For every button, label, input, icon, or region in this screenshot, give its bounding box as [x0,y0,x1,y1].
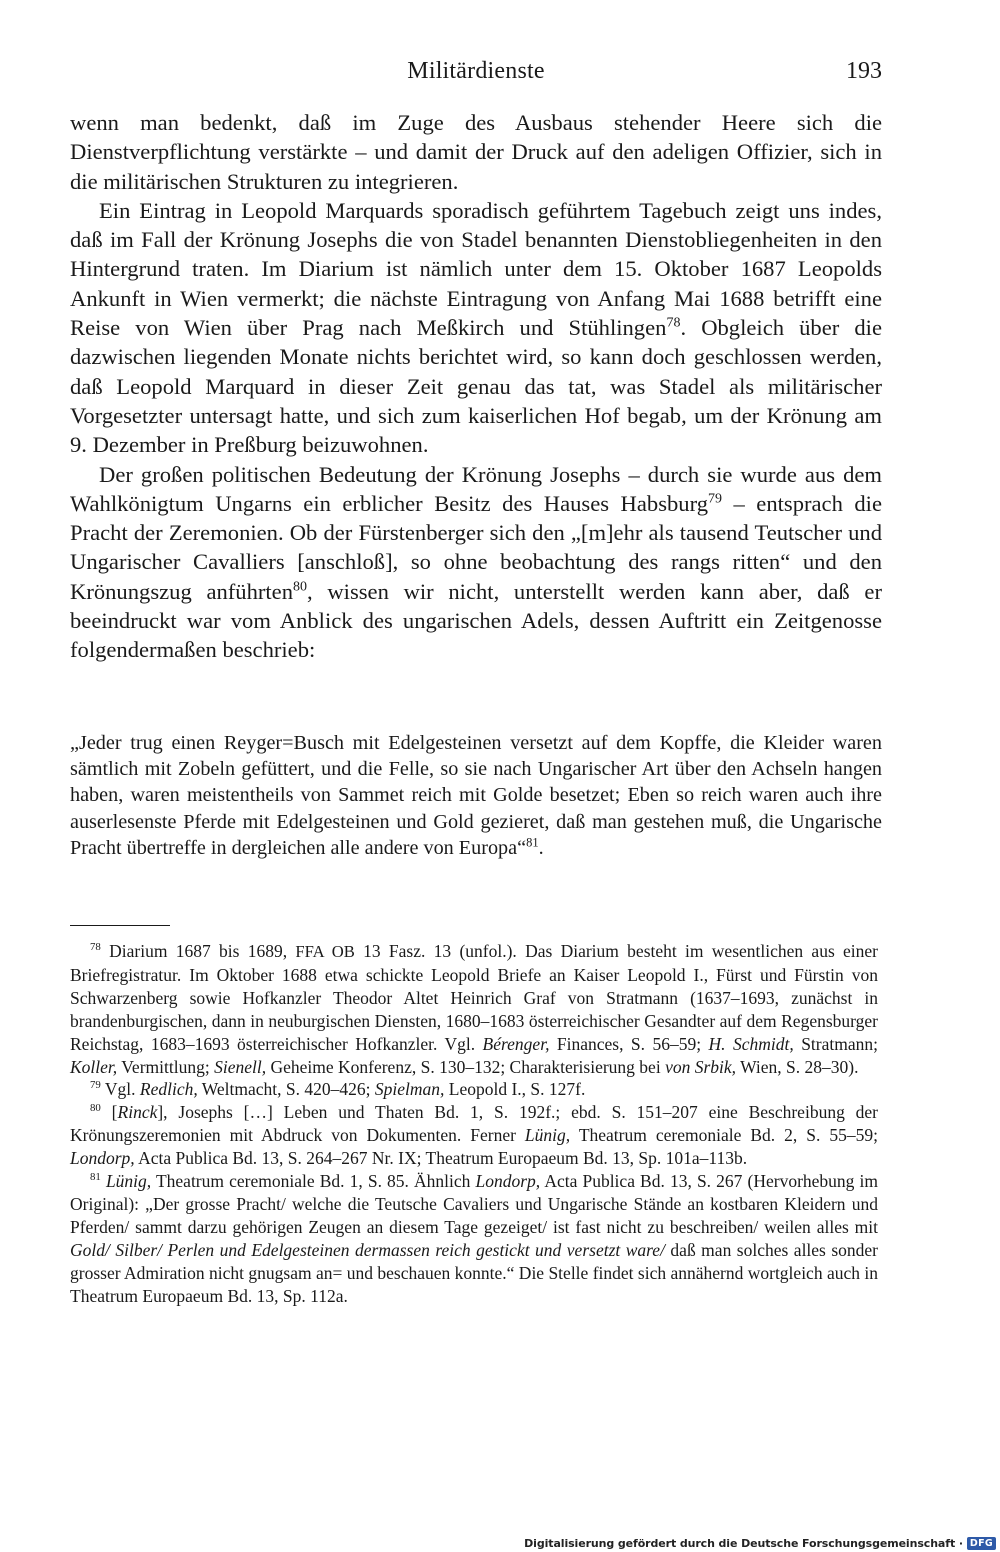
footnote-number: 78 [90,941,101,954]
quote-end: . [538,836,544,859]
footnote-text: Vermittlung; [117,1056,215,1077]
footnote-text: Stratmann; [793,1033,878,1054]
footnote-text: Geheime Konferenz, S. 130–132; Charakterisierung bei [266,1056,666,1077]
footnote-text: Acta Publica Bd. 13, S. 267 (Hervorhebung im Original): „Der grosse Pracht/ welche die Teutsche Cavaliers und Ungarische Stände an kostbaren Kleidern und Pferden/ sammt darzu gehörigen Zeugen an diesem Tage gezeiget/ ist fast nicht zu beschreiben/ weilen alles mit [70,1171,878,1237]
author-name: Sienell, [214,1056,267,1077]
footnote-text: Theatrum ceremoniale Bd. 2, S. 55–59; [570,1125,878,1146]
footnote-text: Leopold I., S. 127f. [444,1079,586,1100]
footnote-number: 79 [90,1079,101,1092]
footnote-80 [70,1101,878,1170]
quote-paragraph [70,730,882,861]
page-number: 193 [846,58,882,84]
paragraph-2 [70,196,882,460]
block-quote [70,730,882,861]
chapter-title: Militärdienste [407,58,545,84]
paragraph-1: wenn man bedenkt, daß im Zuge des Ausbaus stehender Heere sich die Dienstverpflichtung verstärkte – und damit der Druck auf den adeligen Offizier, sich in die militärischen Strukturen zu integrieren. [70,110,882,194]
footnote-78 [70,940,878,1078]
footnote-ref-78[interactable]: 78 [666,315,681,331]
main-text [70,108,882,665]
footnote-text: Vgl. [100,1079,140,1100]
footnote-81 [70,1170,878,1307]
footnote-ref-80[interactable]: 80 [293,579,308,595]
author-name: von Srbik, [665,1056,737,1077]
footnote-79 [70,1078,878,1101]
author-name: Rinck [117,1102,158,1123]
author-name: H. Schmidt, [708,1033,794,1054]
footnote-separator [70,925,170,926]
footnote-text: Theatrum ceremoniale Bd. 1, S. 85. Ähnlich [151,1171,476,1192]
funding-notice: Digitalisierung gefördert durch die Deutsche Forschungsgemeinschaft · [524,1536,963,1550]
footnote-text: Finances, S. 56–59; [549,1033,709,1054]
footnote-text: Diarium 1687 bis 1689, [100,941,296,961]
footnote-text: 13 Fasz. 13 (unfol.). Das Diarium besteht im wesentlichen aus einer Briefregistratur. Im Oktober 1688 etwa schickte Leopold Briefe an Kaiser Leopold I., Fürst und Fürstin von Schwarzenberg sowie Hofkanzler Theodor Altet Heinrich Graf von Stratmann (1637–1693, zunächst in brandenburgischen, dann in neuburgischen Diensten, 1680–1683 österreichischer Gesandter auf dem Regensburger Reichstag, 1683–1693 österreichischer Hofkanzler. Vgl. [70,941,879,1054]
author-name: Lünig, [105,1171,152,1192]
author-name: Londorp, [70,1148,135,1169]
paragraph-3-text-b: – entsprach die Pracht der Zeremonien. Ob der Fürstenberger sich den „[m]ehr als tausend Teutscher und Ungarischer Cavalliers [anschloß], so ohne beobachtung des rangs ritten“ und den Krönungszug anführten [70,490,882,604]
paragraph-2-text-a: Ein Eintrag in Leopold Marquards sporadisch geführtem Tagebuch zeigt uns indes, daß im Fall der Krönung Josephs die von Stadel benannten Dienstobliegenheiten in den Hintergrund traten. Im Diarium ist nämlich unter dem 15. Oktober 1687 Leopolds Ankunft in Wien vermerkt; die nächste Eintragung von Anfang Mai 1688 betrifft eine Reise von Wien über Prag nach Meßkirch und Stühlingen [70,197,882,341]
author-name: Lünig, [524,1125,571,1146]
footnote-text: Weltmacht, S. 420–426; [197,1079,375,1100]
archive-abbrev: FFA OB [295,942,355,961]
emphasized-quote: Gold/ Silber/ Perlen und Edelgesteinen dermassen reich gestickt und versetzt ware/ [70,1239,665,1260]
paragraph-3-text-a: Der großen politischen Bedeutung der Krönung Josephs – durch sie wurde aus dem Wahlkönigtum Ungarns ein erblicher Besitz des Hauses Habsburg [70,461,882,516]
author-name: Koller, [70,1056,118,1077]
paragraph-3-text-c: , wissen wir nicht, unterstellt werden kann aber, daß er beeindruckt war vom Anblick des ungarischen Adels, dessen Auftritt ein Zeitgenosse folgendermaßen beschrieb: [70,578,882,663]
quote-text: „Jeder trug einen Reyger=Busch mit Edelgesteinen versetzt auf dem Kopffe, die Kleider waren sämtlich mit Zobeln gefüttert, und die Felle, so sie nach Ungarischer Art über den Achseln hangen haben, waren meistentheils von Sammet reich mit Golde besetzet; Eben so reich waren auch ihre auserlesenste Pferde mit Edelgesteinen und Gold gezieret, daß man gestehen muß, die Ungarische Pracht übertreffe in dergleichen alle andere von Europa“ [70,732,882,859]
running-head [70,58,882,94]
dfg-logo-icon[interactable]: DFG [967,1537,996,1550]
footnote-ref-79[interactable]: 79 [708,491,722,507]
footnote-text: daß man solches alles sonder grosser Admiration nicht gnugsam an= und beschauen konnte.“ Die Stelle findet sich annähernd wortgleich auch in Theatrum Europaeum Bd. 13, Sp. 112a. [70,1239,879,1306]
paragraph-2-text-b: . Obgleich über die dazwischen liegenden Monate nichts berichtet wird, so kann doch geschlossen werden, daß Leopold Marquard in dieser Zeit genau das tat, was Stadel als militärischer Vorgesetzter untersagt hatte, und sich zum kaiserlichen Hof begab, um der Krönung am 9. Dezember in Preßburg beizuwohnen. [70,315,882,458]
footnote-text: [ [100,1102,118,1123]
footnote-ref-81[interactable]: 81 [526,835,539,850]
author-name: Redlich, [139,1079,198,1100]
author-name: Bérenger, [482,1033,550,1054]
dfg-funding-banner[interactable] [518,1534,1000,1552]
footnote-number: 80 [90,1102,101,1115]
footnotes [70,940,878,1308]
author-name: Londorp, [475,1171,541,1192]
footnote-number: 81 [90,1171,101,1184]
footnote-text: Acta Publica Bd. 13, S. 264–267 Nr. IX; Theatrum Europaeum Bd. 13, Sp. 101a–113b. [134,1148,748,1169]
footnote-text: ], Josephs […] Leben und Thaten Bd. 1, S. 192f.; ebd. S. 151–207 eine Beschreibung der Krönungszeremonien mit Abdruck von Dokumenten. Ferner [70,1102,878,1146]
paragraph-3 [70,460,882,665]
author-name: Spielman, [374,1079,445,1100]
footnote-text: Wien, S. 28–30). [736,1056,859,1077]
